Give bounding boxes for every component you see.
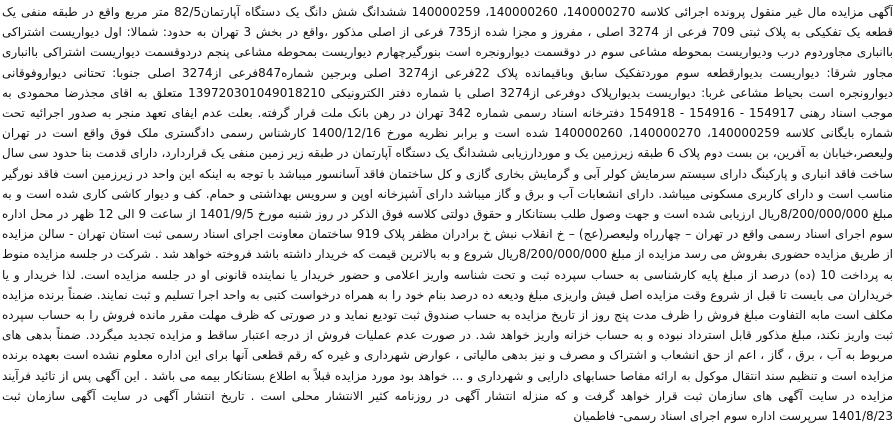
auction-notice-text: آگهی مزایده مال غیر منقول پرونده اجرائی کلاسه 140000270، 140000260، 140000259 ششدانگ شش دانگ یک دستگاه آپارتمان82/5 متر مربع واقع در طبقه منفی یک قطعه یک تفکیکی به پلاک ثبتی 709 فرعی از 3274 اصلی ، مفروز و مجزا شده از735 فرعی از اصلی مذکور ،واقع در بخش 3 تهران به حدود: شمالا: اول دیواریست اشتراکی باانباری مجاوردوم درب ودیواریست بمحوطه مشاعی سوم در دوقسمت دیوارونجره است بنورگیرچهارم دیواریست بمحوطه مشاعی پنجم دردوقسمت دیواریست اشتراکی باانباری مجاور شرقا: دیواریست بدیوارقطعه سوم موردتفکیک سابق وباقیمانده پلاک 22فرعی از3274 اصلی وبرجین شماره847فرعی از3274 اصلی جنوبا: تحتانی دیواروفوقانی دیوارونجره است بحیاط مشاعی غربا: دیواریست بدیوارپلاک دوفرعی از3274 اصلی با شماره دفتر الکترونیکی 139720301049018210 متعلق به اقای مجذرضا محمودی به موجب اسناد رهنی 154917 - 154916 - 154918 دفترخانه اسناد رسمی شماره 342 تهران در رهن بانک ملت قرار گرفته. بعلت عدم ایفای تعهد منجر به صدور اجرائیه تحت شماره بایگانی کلاسه 140000259، 140000270، 140000260 شده است و برابر نظریه مورخ 1400/12/16 کارشناس رسمی دادگستری ملک فوق واقع است در تهران ولیعصر،خیابان به آفرین، بن بست دوم پلاک 6 طبقه زیرزمین یک و موردارزیابی ششدانگ یک دستگاه آپارتمان در طبقه زیر زمین منفی یک قراردارد، دارای قدمت بنا حدود سی سال ساخت فاقد انباری و پارکینگ دارای سیستم سرمایش کولر آبی و گرمایش بخاری گازی و کل ساختمان فاقد آسانسور میباشد با توجه به اینکه این واحد در زیرزمین است فاقد نورگیر مناسب است و دارای کاربری مسکونی میباشد. دارای انشعابات آب و برق و گاز میباشد دارای آشپزخانه اوپن و سرویس بهداشتی و حمام. کف و دیوار کاشی کاری شده است و به مبلغ 8/200/000/000ریال ارزیابی شده است و جهت وصول طلب بستانکار و حقوق دولتی کلاسه فوق الذکر در روز شنبه مورخ 1401/9/5 از ساعت 9 الی 12 ظهر در محل اداره سوم اجرای اسناد رسمی واقع در تهران – چهارراه ولیعصر(عج) – خ انقلاب نبش خ برادران مظفر پلاک 919 ساختمان معاونت اجرای اسناد رسمی ثبت استان تهران - سالن مزایده از طریق مزایده حضوری بفروش می رسد مزایده از مبلغ 8/200/000/000ریال شروع و به بالاترین قیمت که خریدار داشته باشد فروخته خواهد شد . شرکت در جلسه مزایده منوط به پرداخت 10 (ده) درصد از مبلغ پایه کارشناسی به حساب سپرده ثبت و تحت شناسه واریز اعلامی و حضور خریدار یا نماینده قانونی او در جلسه مزایده است. لذا خریدار و یا خریداران می بایست تا قبل از شروع وقت مزایده اصل فیش واریزی مبلغ ودیعه ده درصد بنام خود را به همراه درخواست کتبی به واحد اجرا تسلیم و ثبت نمایند. ضمناً برنده مزایده مکلف است مابه التفاوت مبلغ فروش را ظرف مدت پنج روز از تاریخ مزایده به حساب صندوق ثبت تودیع نماید و در صورتی که ظرف مهلت مقرر مانده فروش را به حساب سپرده ثبت واریز نکند، مبلغ مذکور قابل استرداد نبوده و به حساب خزانه واریز خواهد شد. در صورت عدم عملیات فروش از درجه اعتبار ساقط و مزایده تجدید میگردد. ضمناً بدهی های مربوط به آب ، برق ، گاز ، اعم از حق انشعاب و اشتراک و مصرف و نیز بدهی مالیاتی ، عوارض شهرداری و غیره که رقم قطعی آنها برای این اداره معلوم نشده است بعهده برنده مزایده است و تنظیم سند انتقال موکول به ارائه مفاصا حسابهای دارایی و شهرداری و ... خواهد بود مورد مزایده قبلاً به اطلاع بستانکار بیمه می باشد . این آگهی پس از تائید فرآیند مزایده در سایت آگهی های سازمان ثبت قرار خواهد گرفت و که منزله انتشار آگهی در روزنامه کثیر الانتشار محلی است . تاریخ انتشار آگهی در سایت آگهی سازمان ثبت 1401/8/23 سرپرست اداره سوم اجرای اسناد رسمی- فاطمیان	[2, 5, 893, 424]
